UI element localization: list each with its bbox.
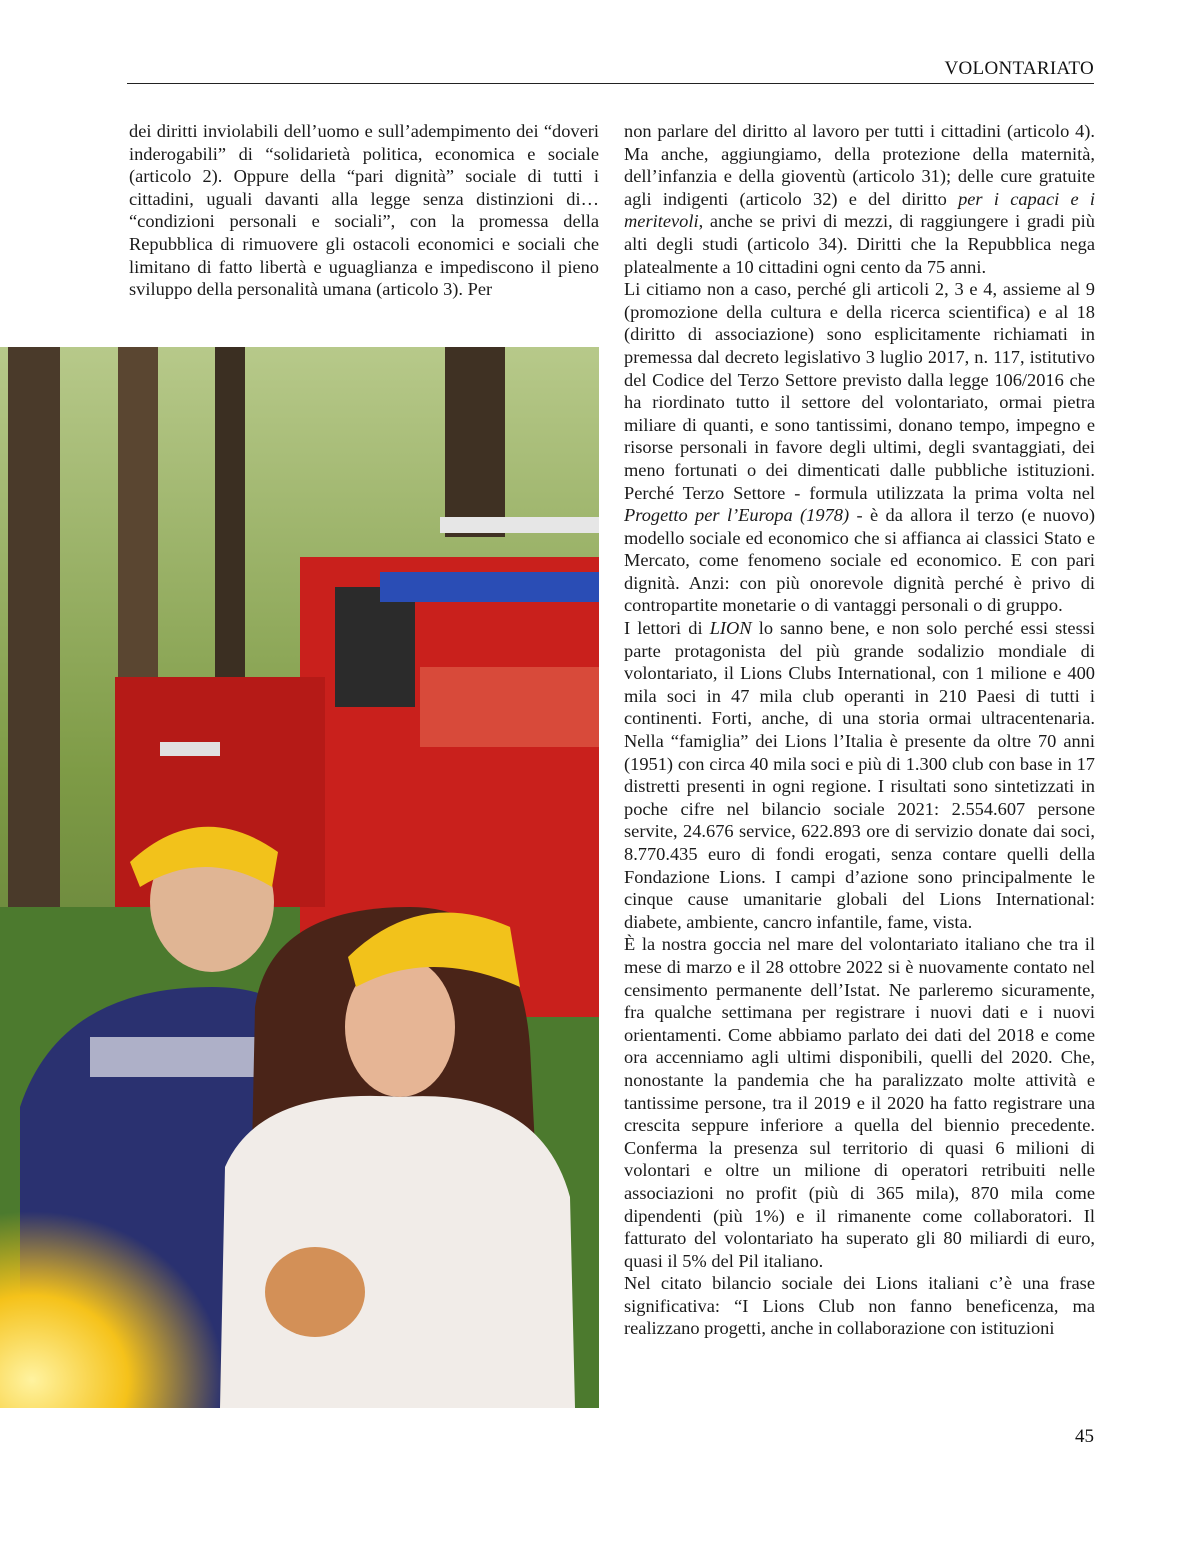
- page-number: 45: [1075, 1426, 1094, 1447]
- header-rule: [127, 83, 1094, 84]
- photo-illustration: [0, 347, 599, 1408]
- italic-run: LION: [709, 618, 752, 639]
- text-run: lo sanno bene, e non solo perché essi stessi parte protagonista del più grande sodalizio mondiale di volontariato, il Lions Clubs International, con 1 milione e 400 mila soci in 47 mila club operanti in 210 Paesi di tutti i continenti. Forti, anche, di una storia ormai ultracentenaria. Nella “famiglia” dei Lions l’Italia è presente da oltre 70 anni (1951) con circa 40 mila soci e più di 1.300 club con base in 17 distretti presenti in ogni regione. I risultati sono sintetizzati in poche cifre nel bilancio sociale 2021: 2.554.607 persone servite, 24.676 service, 622.893 ore di servizio donate dai soci, 8.770.435 euro di fondi erogati, senza contare quelli della Fondazione Lions. I campi d’azione sono principalmente le cinque cause umanitarie globali del Lions International: diabete, ambiente, cancro infantile, fame, vista.: [624, 618, 1095, 932]
- paragraph: [624, 120, 1095, 278]
- text-run: Li citiamo non a caso, perché gli articoli 2, 3 e 4, assieme al 9 (promozione della cultura e della ricerca scientifica) e al 18 (diritto di associazione) sono esplicitamente richiamati in premessa dal decreto legislativo 3 luglio 2017, n. 117, istitutivo del Codice del Terzo Settore previsto dalla legge 106/2016 che ha riordinato tutto il settore del volontariato, ormai pietra miliare di quanti, e sono tantissimi, donano tempo, impegno e risorse personali in favore degli ultimi, degli svantaggiati, dei meno fortunati o dei dimenticati dalle pubbliche istituzioni. Perché Terzo Settore - formula utilizzata la prima volta nel: [624, 279, 1095, 503]
- text-run: - è da allora il terzo (e nuovo) modello sociale ed economico che si affianca ai classici Stato e Mercato, come fenomeno sociale ed economico. E con pari dignità. Anzi: con più onorevole dignità perché è privo di contropartite monetarie o di vantaggi personali o di gruppo.: [624, 505, 1095, 616]
- left-column: [129, 120, 599, 301]
- paragraph: [624, 617, 1095, 933]
- tree-trunk: [8, 347, 60, 907]
- italic-run: per i capaci e i meritevoli: [624, 188, 1095, 232]
- tree-trunk: [445, 347, 505, 537]
- article-photo: [0, 347, 599, 1408]
- paragraph: [624, 278, 1095, 617]
- paragraph: dei diritti inviolabili dell’uomo e sull’adempimento dei “doveri inderogabili” di “solidarietà politica, economica e sociale (articolo 2). Oppure della “pari dignità” sociale di tutti i cittadini, uguali davanti alla legge senza distinzioni di… “condizioni personali e sociali”, con la promessa della Repubblica di rimuovere gli ostacoli economici e sociali che limitano di fatto libertà e uguaglianza e impediscono il pieno sviluppo della personalità umana (articolo 3). Per: [129, 121, 599, 300]
- text-run: non parlare del diritto al lavoro per tutti i cittadini (articolo 4). Ma anche, aggiungiamo, della protezione della maternità, dell’infanzia e della gioventù (articolo 31); delle cure gratuite agli indigenti (articolo 32) e del diritto: [624, 121, 1095, 209]
- italic-run: Progetto per l’Europa (1978): [624, 505, 850, 526]
- text-run: , anche se privi di mezzi, di raggiungere i gradi più alti degli studi (articolo 34). Diritti che la Repubblica nega platealmente a 10 cittadini ogni cento da 75 anni.: [624, 211, 1095, 277]
- paragraph: È la nostra goccia nel mare del volontariato italiano che tra il mese di marzo e il 28 ottobre 2022 si è nuovamente contato nel censimento permanente dell’Istat. Ne parleremo sicuramente, fra qualche settimana per registrare i nuovi dati e i nuovi orientamenti. Come abbiamo parlato dei dati del 2018 e come ora accenniamo agli ultimi disponibili, quelli del 2020. Che, nonostante la pandemia che ha paralizzato molte attività e tantissime persone, tra il 2019 e il 2020 ha fatto registrare una crescita seppure inferiore a quella del biennio precedente. Conferma la presenza sul territorio di quasi 6 milioni di volontari e oltre un milione di operatori retribuiti nelle associazioni no profit (più di 365 mila), 870 mila come dipendenti (più 1%) e il rimanente come collaboratori. Il fatturato del volontariato ha superato gli 80 miliardi di euro, quasi il 5% del Pil italiano.: [624, 934, 1095, 1271]
- text-run: I lettori di: [624, 618, 710, 639]
- paragraph: Nel citato bilancio sociale dei Lions italiani c’è una frase significativa: “I Lions Club non fanno beneficenza, ma realizzano progetti, anche in collaborazione con istituzioni: [624, 1273, 1095, 1339]
- section-header: VOLONTARIATO: [944, 58, 1094, 79]
- right-column: [624, 120, 1095, 1340]
